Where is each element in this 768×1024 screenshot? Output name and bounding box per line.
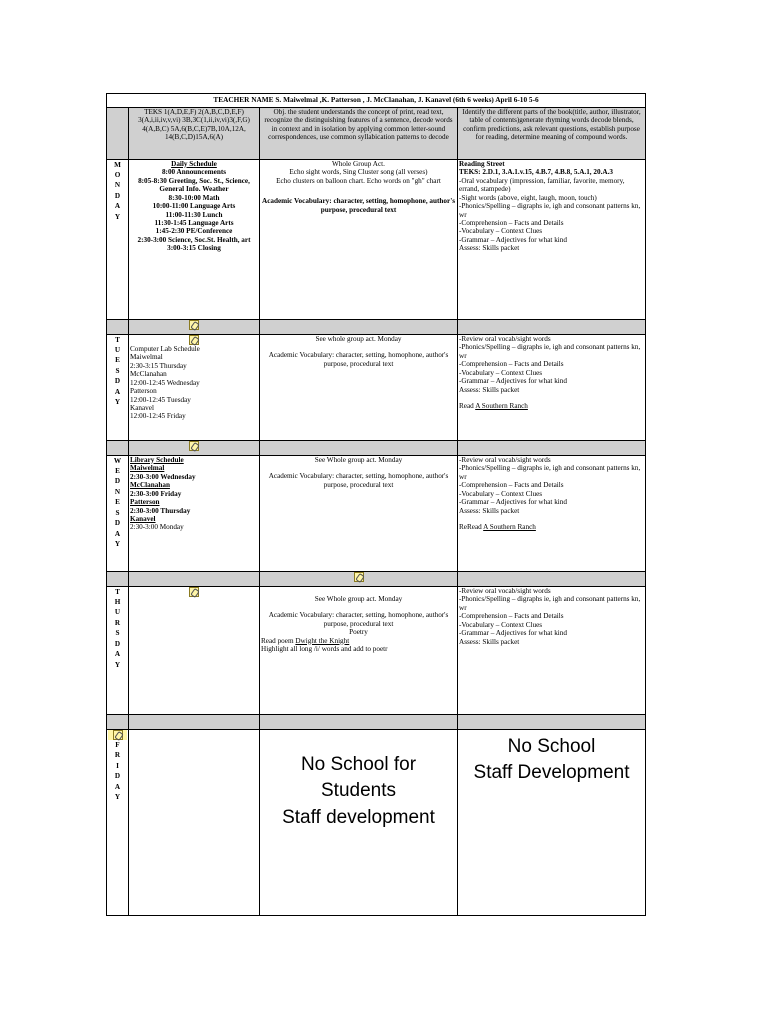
library-schedule-item: Kanavel — [130, 515, 156, 523]
tuesday-vocab: Academic Vocabulary: character, setting, homophone, author's purpose, procedural text — [268, 351, 449, 368]
day-letter: N — [114, 181, 121, 190]
library-schedule-item: 2:30-3:00 Friday — [130, 489, 182, 498]
reading-item: -Phonics/Spelling – digraphs ie, igh and consonant patterns kn, wr — [459, 464, 641, 481]
reading-item: Assess: Skills packet — [459, 637, 520, 646]
reading-item: -Vocabulary – Context Clues — [459, 368, 543, 377]
reading-item: -Review oral vocab/sight words — [459, 455, 551, 464]
wednesday-read-title: A Southern Ranch — [483, 523, 536, 531]
thursday-label — [107, 586, 129, 714]
identify-cell: Identify the different parts of the book(title, author, illustrator, table of contents)generate rhyming words decode blends, confirm predictions, ask relevant questions, establish purpose for reading, determine meaning of compound words. — [458, 107, 646, 159]
daily-schedule-list — [130, 168, 258, 253]
thursday-highlight: Highlight all long /i/ words and add to poetr — [261, 645, 388, 654]
monday-vocab: Academic Vocabulary: character, setting, homophone, author's purpose, procedural text — [262, 197, 455, 214]
reading-item: -Phonics/Spelling – digraphs ie, igh and consonant patterns kn, wr — [459, 202, 641, 219]
tuesday-row — [107, 334, 646, 440]
day-letter: S — [115, 508, 120, 517]
reading-item: -Vocabulary – Context Clues — [459, 489, 543, 498]
friday-label — [107, 729, 129, 915]
library-schedule-item: 2:30-3:00 Monday — [130, 523, 184, 532]
paperclip-icon — [129, 440, 260, 455]
lab-schedule-item: Patterson — [130, 387, 157, 396]
tuesday-group-cell — [260, 334, 458, 440]
day-letter: W — [113, 456, 122, 465]
reading-street-title: Reading Street — [459, 159, 505, 168]
reading-item: -Grammar – Adjectives for what kind — [459, 377, 567, 386]
day-letter: D — [114, 377, 121, 386]
day-letter: A — [114, 529, 121, 538]
objectives-row — [107, 107, 646, 159]
paperclip-icon — [129, 319, 260, 334]
thursday-group-cell — [260, 586, 458, 714]
day-letter: E — [115, 356, 120, 365]
tuesday-group: See whole group act. Monday — [315, 334, 402, 343]
day-letter: E — [115, 498, 120, 507]
day-letter: T — [115, 587, 120, 596]
wednesday-reading-list — [459, 456, 644, 515]
computer-lab-list — [130, 353, 258, 421]
reading-street-teks: TEKS: 2.D.1, 3.A.1.v.15, 4.B.7, 4.B.8, 5.A.1, 20.A.3 — [459, 168, 613, 177]
lab-schedule-item: 2:30-3:15 Thursday — [130, 361, 187, 370]
thursday-row — [107, 586, 646, 714]
reading-item: Assess: Skills packet — [459, 244, 520, 253]
monday-label — [107, 159, 129, 319]
schedule-item: 10:00-11:00 Language Arts — [152, 202, 236, 211]
paperclip-icon — [130, 587, 258, 597]
monday-group-cell — [260, 159, 458, 319]
divider-row-4 — [107, 714, 646, 729]
header-row — [107, 94, 646, 108]
day-letter: F — [115, 741, 120, 750]
day-letter: E — [115, 467, 120, 476]
computer-lab-cell — [129, 334, 260, 440]
group-activity-line: Echo sight words, Sing Cluster song (all verses) — [289, 168, 428, 177]
teks-cell: TEKS 1(A,D,E,F) 2(A,B,C,D,E,F) 3(A,i,ii,iv,v,vi) 3B,3C(1,ii,iv,vi)3(,F,G) 4(A,B,C) 5A,6(B,C,E)7B,10A,12A, 14(B,C,D)15A,6(A) — [129, 107, 260, 159]
day-letter: A — [114, 782, 121, 791]
day-letter: A — [114, 650, 121, 659]
friday-no-school-students — [260, 729, 458, 915]
wednesday-group-cell — [260, 455, 458, 571]
reading-item: Assess: Skills packet — [459, 385, 520, 394]
schedule-item: 1:45-2:30 PE/Conference — [155, 227, 233, 236]
day-letter: O — [114, 171, 121, 180]
reading-item: -Comprehension – Facts and Details — [459, 360, 564, 369]
divider-row-2 — [107, 440, 646, 455]
paperclip-icon — [130, 335, 258, 345]
day-letter: R — [114, 618, 121, 627]
reading-item: -Review oral vocab/sight words — [459, 586, 551, 595]
library-schedule-item: 2:30-3:00 Thursday — [130, 506, 191, 515]
daily-schedule-cell — [129, 159, 260, 319]
lab-schedule-item: Maiwelmal — [130, 353, 163, 362]
lab-schedule-item: 12:00-12:45 Friday — [130, 412, 186, 421]
no-school-line: No School for — [300, 753, 417, 775]
day-letter: D — [114, 772, 121, 781]
paperclip-icon — [260, 571, 458, 586]
library-list — [130, 464, 258, 532]
friday-col2-cell — [129, 729, 260, 915]
reading-item: -Vocabulary – Context Clues — [459, 620, 543, 629]
wednesday-label — [107, 455, 129, 571]
day-letter: H — [114, 598, 121, 607]
day-letter: U — [114, 346, 121, 355]
paperclip-icon — [108, 730, 127, 740]
day-letter: D — [114, 639, 121, 648]
lesson-plan-table — [106, 93, 646, 916]
reading-item: -Phonics/Spelling – digraphs ie, igh and consonant patterns kn, wr — [459, 343, 641, 360]
day-letter: I — [116, 761, 119, 770]
monday-row — [107, 159, 646, 319]
library-cell — [129, 455, 260, 571]
reading-item: -Oral vocabulary (impression, familiar, favorite, memory, errand, stampede) — [459, 176, 625, 194]
day-letter: Y — [114, 540, 121, 549]
schedule-item: 11:00-11:30 Lunch — [165, 210, 223, 219]
thursday-poetry: Poetry — [349, 628, 368, 637]
wednesday-reading-cell — [458, 455, 646, 571]
schedule-item: 8:05-8:30 Greeting, Soc. St., Science, General Info. Weather — [138, 176, 250, 194]
schedule-item: 8:30-10:00 Math — [168, 193, 220, 202]
thursday-vocab: Academic Vocabulary: character, setting, homophone, author's purpose, procedural text — [268, 611, 449, 628]
day-letter: S — [115, 366, 120, 375]
schedule-item: 11:30-1:45 Language Arts — [154, 219, 234, 227]
tuesday-reading-list — [459, 335, 644, 394]
library-schedule-item: McClanahan — [130, 481, 170, 490]
schedule-item: 8:00 Announcements — [161, 168, 227, 177]
no-school-line: Staff Development — [473, 762, 630, 784]
reading-street-list — [459, 177, 644, 253]
lab-schedule-item: Kanavel — [130, 404, 154, 412]
thursday-col2-cell — [129, 586, 260, 714]
day-letter: T — [115, 335, 120, 344]
thursday-poem: Read poem Dwight the Knight — [261, 636, 350, 645]
no-school-line: Students — [321, 780, 396, 802]
day-letter: R — [114, 751, 121, 760]
day-letter: D — [114, 191, 121, 200]
reading-item: -Comprehension – Facts and Details — [459, 481, 564, 490]
teacher-title: TEACHER NAME S. Maiwelmal ,K. Patterson , J. McClanahan, J. Kanavel (6th 6 weeks) April 6-10 5-6 — [107, 94, 646, 108]
day-letter: D — [114, 477, 121, 486]
group-activity-line: Whole Group Act. — [332, 159, 385, 168]
day-letter: A — [114, 202, 121, 211]
no-school-line: No School — [507, 735, 596, 757]
thursday-reading-cell — [458, 586, 646, 714]
lab-schedule-item: 12:00-12:45 Wednesday — [130, 378, 200, 387]
reading-item: -Grammar – Adjectives for what kind — [459, 235, 567, 244]
reading-item: -Vocabulary – Context Clues — [459, 227, 543, 236]
thursday-group: See Whole group act. Monday — [314, 594, 403, 603]
day-letter: Y — [114, 793, 121, 802]
divider-row-1 — [107, 319, 646, 334]
friday-row — [107, 729, 646, 915]
day-letter: D — [114, 519, 121, 528]
reading-item: -Sight words (above, eight, laugh, moon, touch) — [459, 193, 597, 202]
reading-item: -Review oral vocab/sight words — [459, 334, 551, 343]
library-schedule-item: Maiwelmal — [130, 464, 165, 473]
reading-item: -Comprehension – Facts and Details — [459, 219, 564, 227]
library-title: Library Schedule — [130, 455, 184, 464]
lab-schedule-item: McClanahan — [130, 370, 167, 379]
schedule-item: 3:00-3:15 Closing — [167, 244, 221, 253]
reading-street-cell — [458, 159, 646, 319]
objectives-blank — [107, 107, 129, 159]
day-letter: Y — [114, 212, 121, 221]
lab-schedule-item: 12:00-12:45 Tuesday — [130, 395, 191, 404]
wednesday-row — [107, 455, 646, 571]
library-schedule-item: Patterson — [130, 498, 160, 507]
tuesday-label — [107, 334, 129, 440]
day-letter: Y — [114, 398, 121, 407]
library-schedule-item: 2:30-3:00 Wednesday — [130, 472, 196, 481]
no-school-line: Staff development — [282, 806, 435, 828]
schedule-item: 2:30-3:00 Science, Soc.St. Health, art — [137, 235, 251, 244]
friday-no-school-staff — [458, 729, 646, 915]
wednesday-read: ReRead A Southern Ranch — [459, 523, 536, 531]
daily-schedule-title: Daily Schedule — [171, 159, 217, 168]
reading-item: -Grammar – Adjectives for what kind — [459, 498, 567, 507]
day-letter: A — [114, 387, 121, 396]
reading-item: -Grammar – Adjectives for what kind — [459, 629, 567, 638]
monday-group-list — [261, 160, 456, 185]
day-letter: M — [114, 160, 121, 169]
thursday-reading-list — [459, 587, 644, 646]
group-activity-line: Echo clusters on balloon chart. Echo words on "gh" chart — [276, 176, 441, 185]
tuesday-reading-cell — [458, 334, 646, 440]
tuesday-read-title: A Southern Ranch — [475, 402, 528, 410]
divider-row-3 — [107, 571, 646, 586]
thursday-poem-title: Dwight the Knight — [295, 636, 350, 645]
wednesday-vocab: Academic Vocabulary: character, setting, homophone, author's purpose, procedural text — [268, 472, 449, 489]
tuesday-read: Read A Southern Ranch — [459, 402, 528, 410]
reading-item: -Phonics/Spelling – digraphs ie, igh and consonant patterns kn, wr — [459, 595, 641, 612]
objective-cell: Obj. the student understands the concept of print, read text, recognize the distinguishing features of a sentence, decode words in context and in isolation by applying common letter-sound correspondences, use common syllabication patterns to decode — [260, 107, 458, 159]
day-letter: N — [114, 487, 121, 496]
reading-item: -Comprehension – Facts and Details — [459, 612, 564, 621]
day-letter: U — [114, 608, 121, 617]
day-letter: Y — [114, 660, 121, 669]
wednesday-group: See Whole group act. Monday — [314, 455, 403, 464]
computer-lab-title: Computer Lab Schedule — [130, 344, 200, 353]
day-letter: S — [115, 629, 120, 638]
reading-item: Assess: Skills packet — [459, 506, 520, 515]
